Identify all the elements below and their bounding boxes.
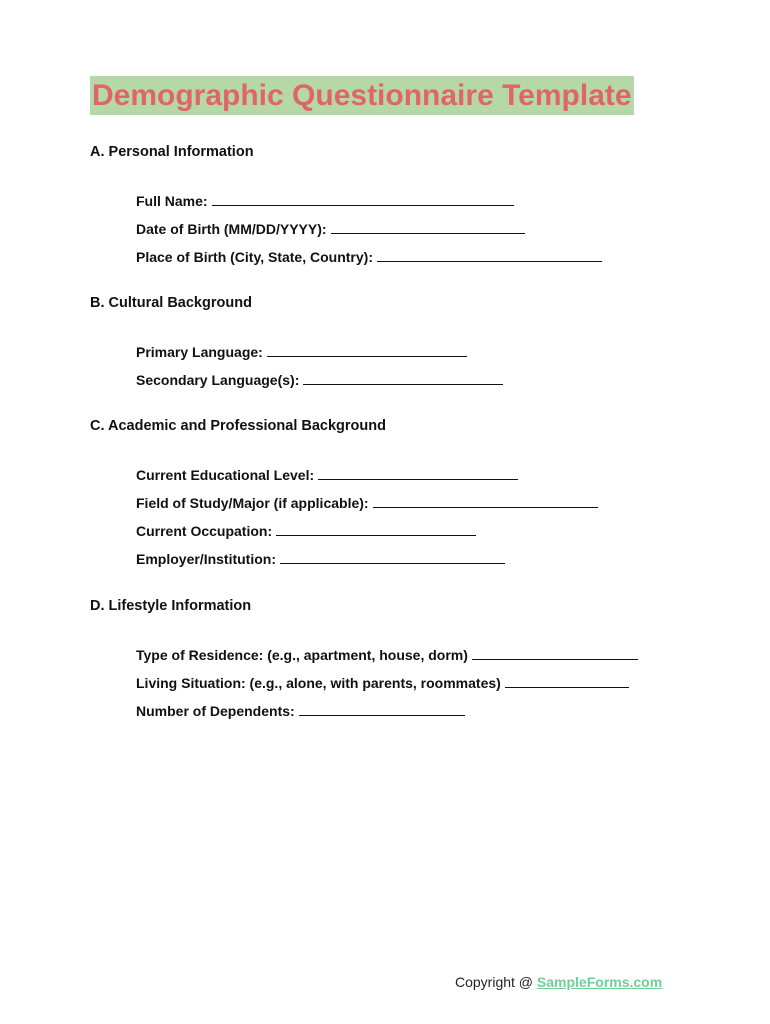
field-dependents <box>136 702 465 719</box>
living-situation-blank[interactable] <box>505 674 629 688</box>
place-of-birth-blank[interactable] <box>377 248 602 262</box>
field-label: Employer/Institution: <box>136 551 276 567</box>
field-label: Current Occupation: <box>136 523 273 539</box>
field-label: Date of Birth (MM/DD/YYYY): <box>136 221 327 237</box>
field-label: Secondary Language(s): <box>136 372 300 388</box>
field-of-study-blank[interactable] <box>373 494 598 508</box>
date-of-birth-blank[interactable] <box>331 220 525 234</box>
dependents-blank[interactable] <box>299 702 465 716</box>
field-label: Place of Birth (City, State, Country): <box>136 249 373 265</box>
brand-link[interactable]: SampleForms.com <box>536 974 663 990</box>
full-name-blank[interactable] <box>212 192 514 206</box>
footer-copyright <box>455 974 662 990</box>
field-label: Full Name: <box>136 193 208 209</box>
copyright-text: Copyright @ <box>455 974 534 990</box>
occupation-blank[interactable] <box>276 522 476 536</box>
field-field-of-study <box>136 494 598 511</box>
field-full-name <box>136 192 514 209</box>
employer-blank[interactable] <box>280 550 505 564</box>
section-heading-cultural: B. Cultural Background <box>90 295 252 311</box>
field-label: Number of Dependents: <box>136 703 295 719</box>
section-heading-academic: C. Academic and Professional Background <box>90 418 386 434</box>
field-secondary-language <box>136 371 503 388</box>
section-heading-lifestyle: D. Lifestyle Information <box>90 598 252 614</box>
field-label: Living Situation: (e.g., alone, with parents, roommates) <box>136 675 501 691</box>
field-primary-language <box>136 343 467 360</box>
field-employer <box>136 550 505 567</box>
residence-type-blank[interactable] <box>472 646 638 660</box>
field-label: Field of Study/Major (if applicable): <box>136 495 369 511</box>
field-date-of-birth <box>136 220 525 237</box>
page-title: Demographic Questionnaire Template <box>92 79 632 112</box>
field-label: Current Educational Level: <box>136 467 315 483</box>
primary-language-blank[interactable] <box>267 343 467 357</box>
section-heading-personal: A. Personal Information <box>90 144 254 160</box>
field-occupation <box>136 522 476 539</box>
field-label: Type of Residence: (e.g., apartment, house, dorm) <box>136 647 468 663</box>
field-residence-type <box>136 646 638 663</box>
field-label: Primary Language: <box>136 344 263 360</box>
field-place-of-birth <box>136 248 602 265</box>
field-education-level <box>136 466 518 483</box>
title-highlight <box>90 76 634 115</box>
education-level-blank[interactable] <box>318 466 518 480</box>
field-living-situation <box>136 674 629 691</box>
secondary-language-blank[interactable] <box>303 371 503 385</box>
